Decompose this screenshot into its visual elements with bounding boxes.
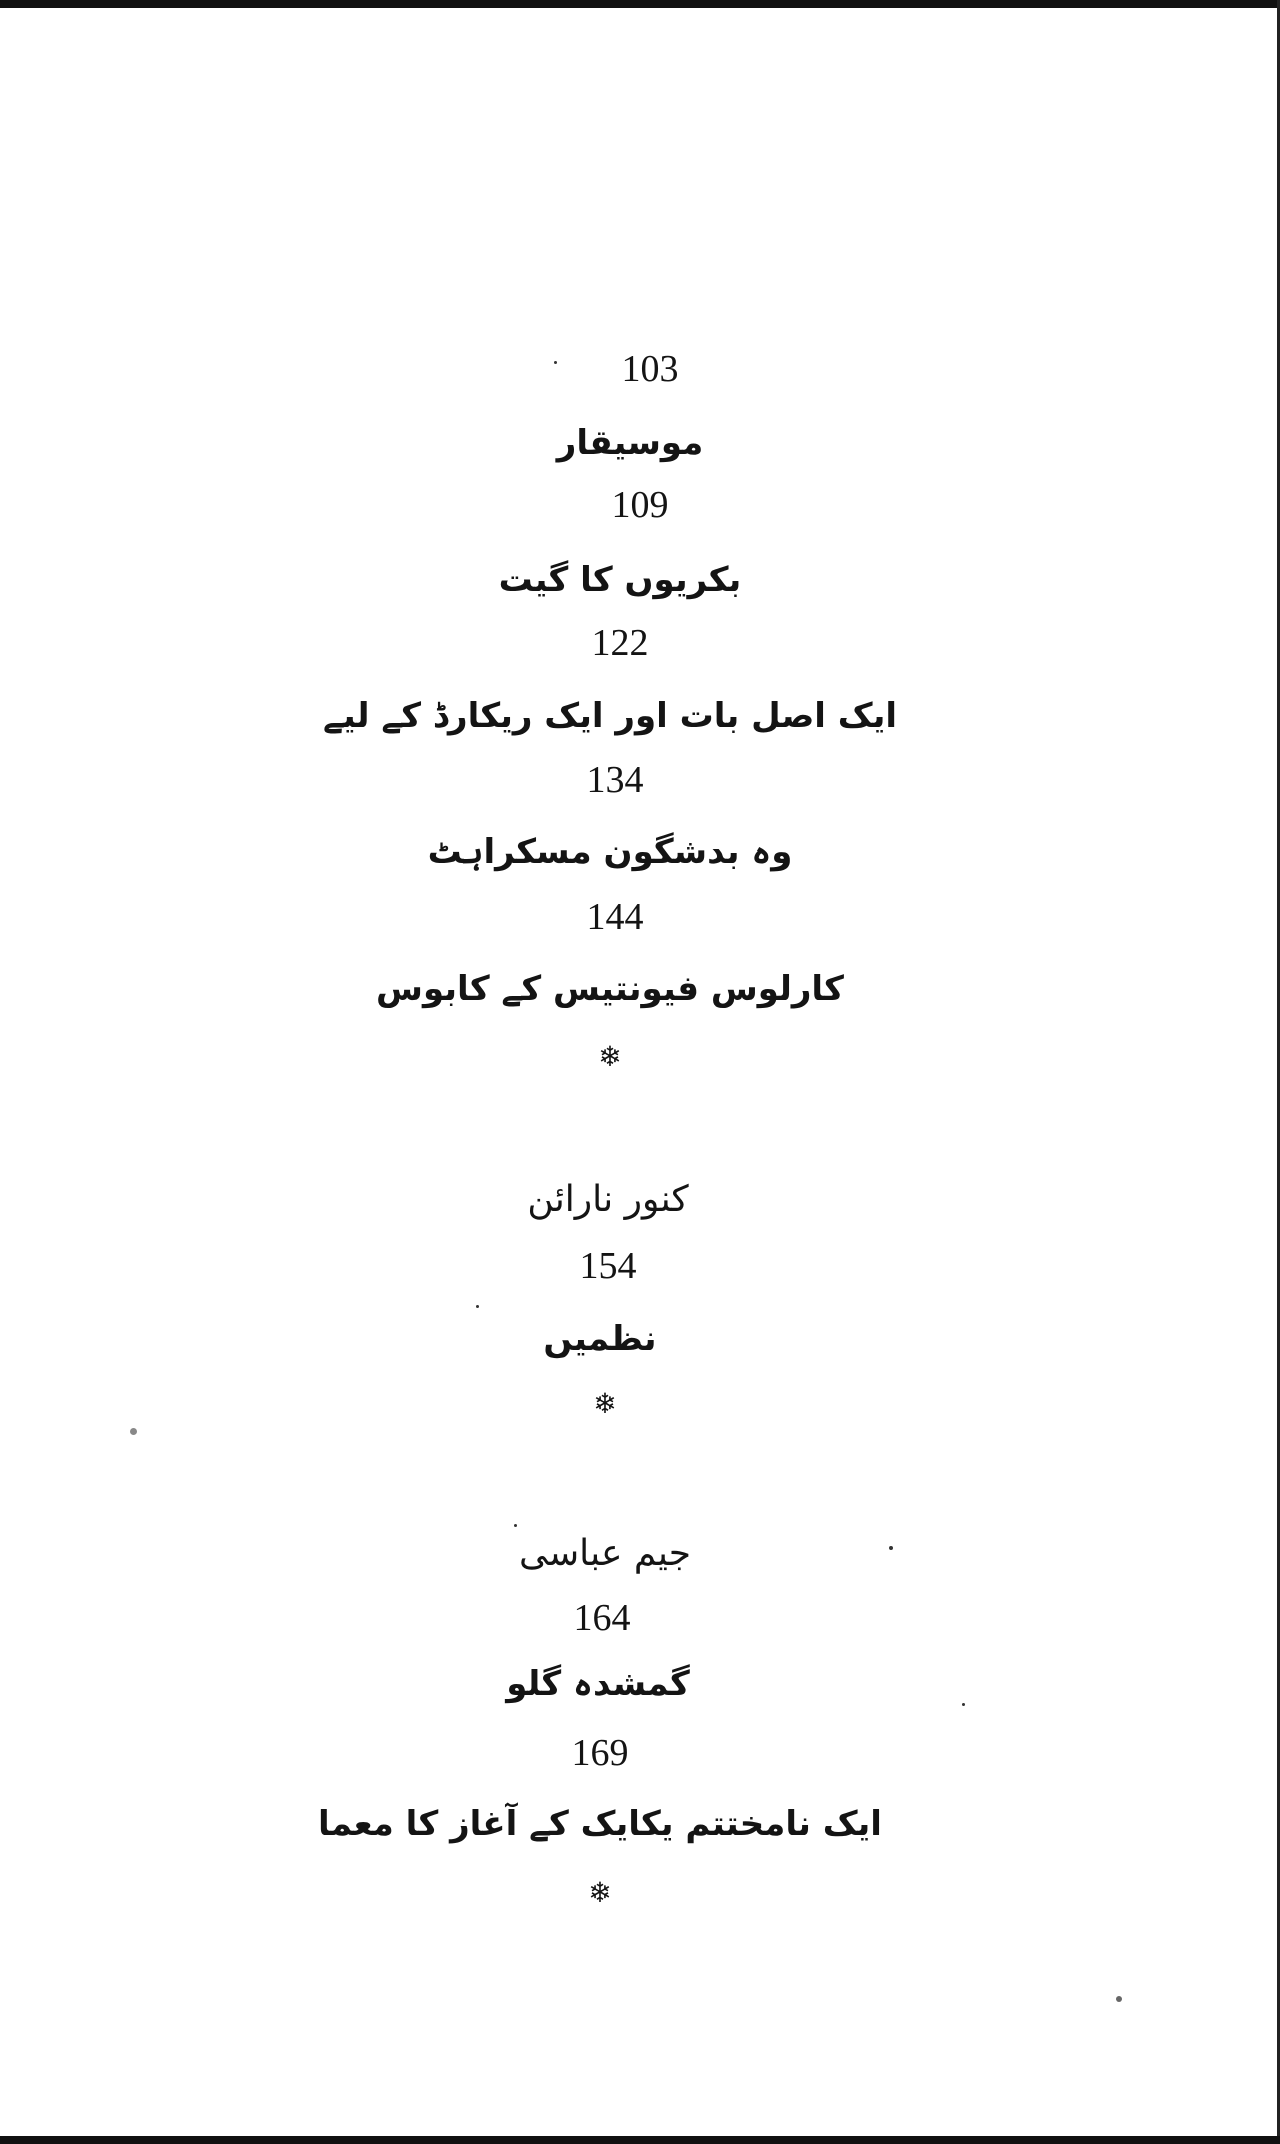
entry-page-number: 144 <box>586 896 644 938</box>
scan-speck <box>962 1703 965 1706</box>
page-bottom-edge <box>0 2136 1280 2144</box>
author-name: کنور نارائن <box>527 1179 689 1220</box>
scan-speck <box>130 1428 137 1435</box>
entry-title: ایک اصل بات اور ایک ریکارڈ کے لیے <box>322 696 898 736</box>
entry-title: بکریوں کا گیت <box>498 560 742 600</box>
entry-title: وہ بدشگون مسکراہٹ <box>427 832 793 872</box>
author-name: جیم عباسی <box>518 1533 691 1574</box>
entry-title: موسیقار <box>556 423 704 463</box>
scan-speck <box>554 361 557 364</box>
entry-page-number: 122 <box>591 622 649 664</box>
entry-page-number: 164 <box>573 1597 631 1639</box>
entry-title: کارلوس فیونتیس کے کابوس <box>376 969 844 1009</box>
section-separator: ❄ <box>598 1040 622 1073</box>
scan-speck <box>514 1524 517 1527</box>
section-separator: ❄ <box>593 1387 617 1420</box>
scan-speck <box>476 1305 479 1308</box>
entry-page-number: 109 <box>611 484 669 526</box>
entry-page-number: 169 <box>571 1732 629 1774</box>
entry-title: گمشدہ گلو <box>506 1664 690 1704</box>
entry-title: ایک نامختتم یکایک کے آغاز کا معما <box>318 1804 882 1844</box>
section-separator: ❄ <box>588 1876 612 1909</box>
entry-page-number: 154 <box>579 1245 637 1287</box>
page-top-edge <box>0 0 1280 8</box>
entry-page-number: 103 <box>621 348 679 390</box>
entry-page-number: 134 <box>586 759 644 801</box>
entry-title: نظمیں <box>543 1319 657 1359</box>
scan-speck <box>1116 1996 1122 2002</box>
scan-speck <box>889 1546 893 1550</box>
